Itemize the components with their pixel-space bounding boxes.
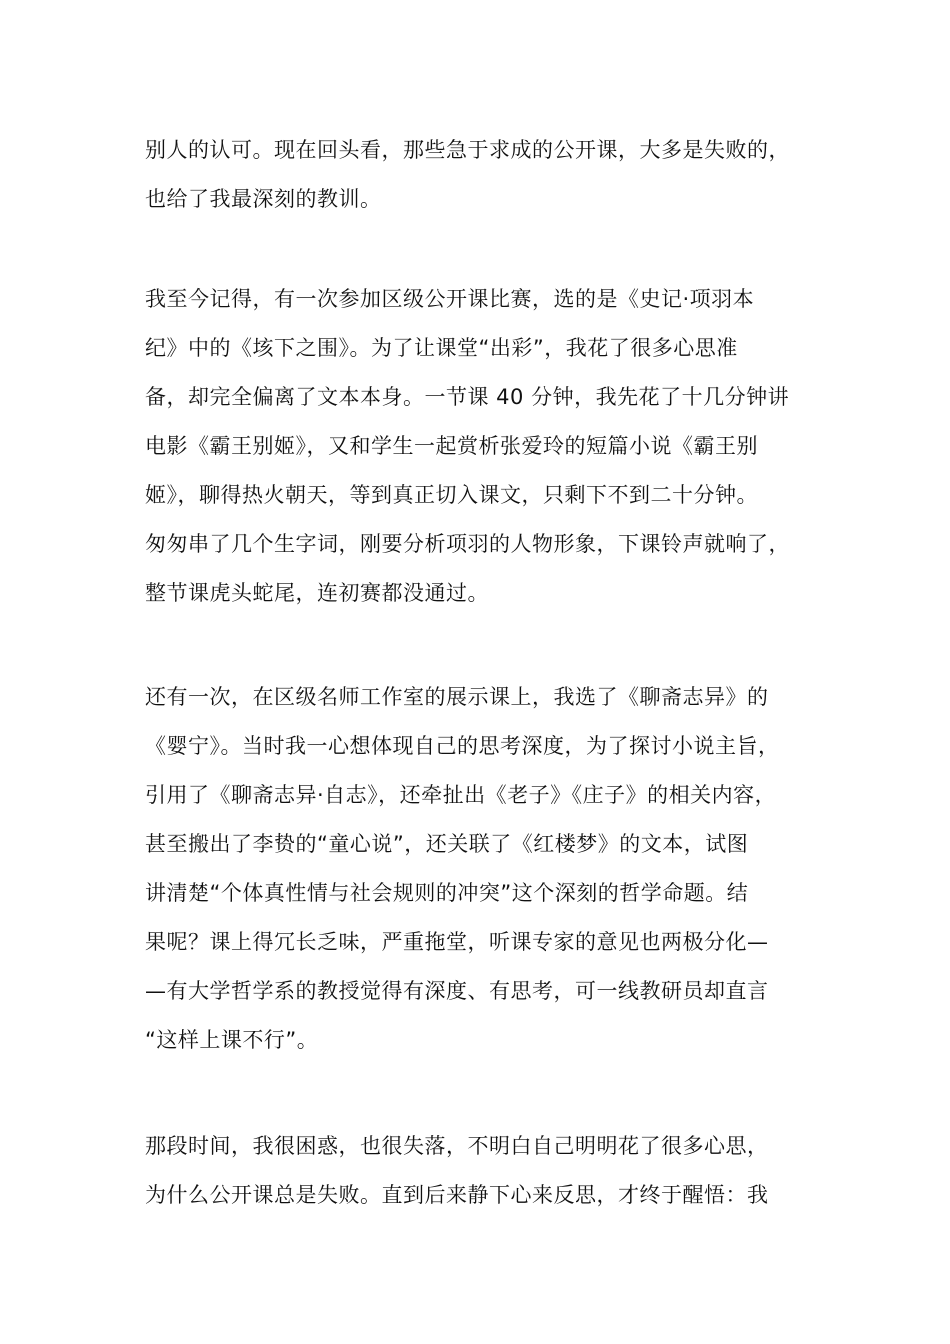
text-line: 电影《霸王别姬》，又和学生一起赏析张爱玲的短篇小说《霸王别 (145, 434, 758, 458)
text-line: 那段时间，我很困惑，也很失落，不明白自己明明花了很多心思， (145, 1134, 769, 1158)
text-line: 姬》，聊得热火朝天，等到真正切入课文，只剩下不到二十分钟。 (145, 483, 758, 507)
paragraph-4 (145, 1122, 825, 1220)
text-line: 果呢？课上得冗长乏味，严重拖堂，听课专家的意见也两极分化— (145, 930, 769, 954)
text-line: 讲清楚“个体真性情与社会规则的冲突”这个深刻的哲学命题。结 (145, 881, 749, 905)
text-line: 为什么公开课总是失败。直到后来静下心来反思，才终于醒悟：我 (145, 1183, 769, 1207)
text-line: 也给了我最深刻的教训。 (145, 187, 382, 211)
text-line: 匆匆串了几个生字词，刚要分析项羽的人物形象，下课铃声就响了， (145, 532, 790, 556)
paragraph-3 (145, 673, 825, 1065)
text-line: 还有一次，在区级名师工作室的展示课上，我选了《聊斋志异》的 (145, 685, 769, 709)
text-line: 整节课虎头蛇尾，连初赛都没通过。 (145, 581, 489, 605)
text-line: 备，却完全偏离了文本本身。一节课 40 分钟，我先花了十几分钟讲 (145, 385, 790, 409)
text-line: 《婴宁》。当时我一心想体现自己的思考深度，为了探讨小说主旨， (145, 734, 780, 758)
text-line: 甚至搬出了李贽的“童心说”，还关联了《红楼梦》的文本，试图 (145, 832, 749, 856)
text-line: 引用了《聊斋志异·自志》，还牵扯出《老子》《庄子》的相关内容， (145, 783, 777, 807)
text-line: 我至今记得，有一次参加区级公开课比赛，选的是《史记·项羽本 (145, 287, 755, 311)
text-line: 别人的认可。现在回头看，那些急于求成的公开课，大多是失败的， (145, 138, 790, 162)
text-line: “这样上课不行”。 (145, 1028, 319, 1052)
paragraph-2 (145, 275, 825, 618)
text-line: 纪》中的《垓下之围》。为了让课堂“出彩”，我花了很多心思准 (145, 336, 738, 360)
paragraph-1 (145, 126, 825, 224)
text-line: —有大学哲学系的教授觉得有深度、有思考，可一线教研员却直言 (145, 979, 769, 1003)
